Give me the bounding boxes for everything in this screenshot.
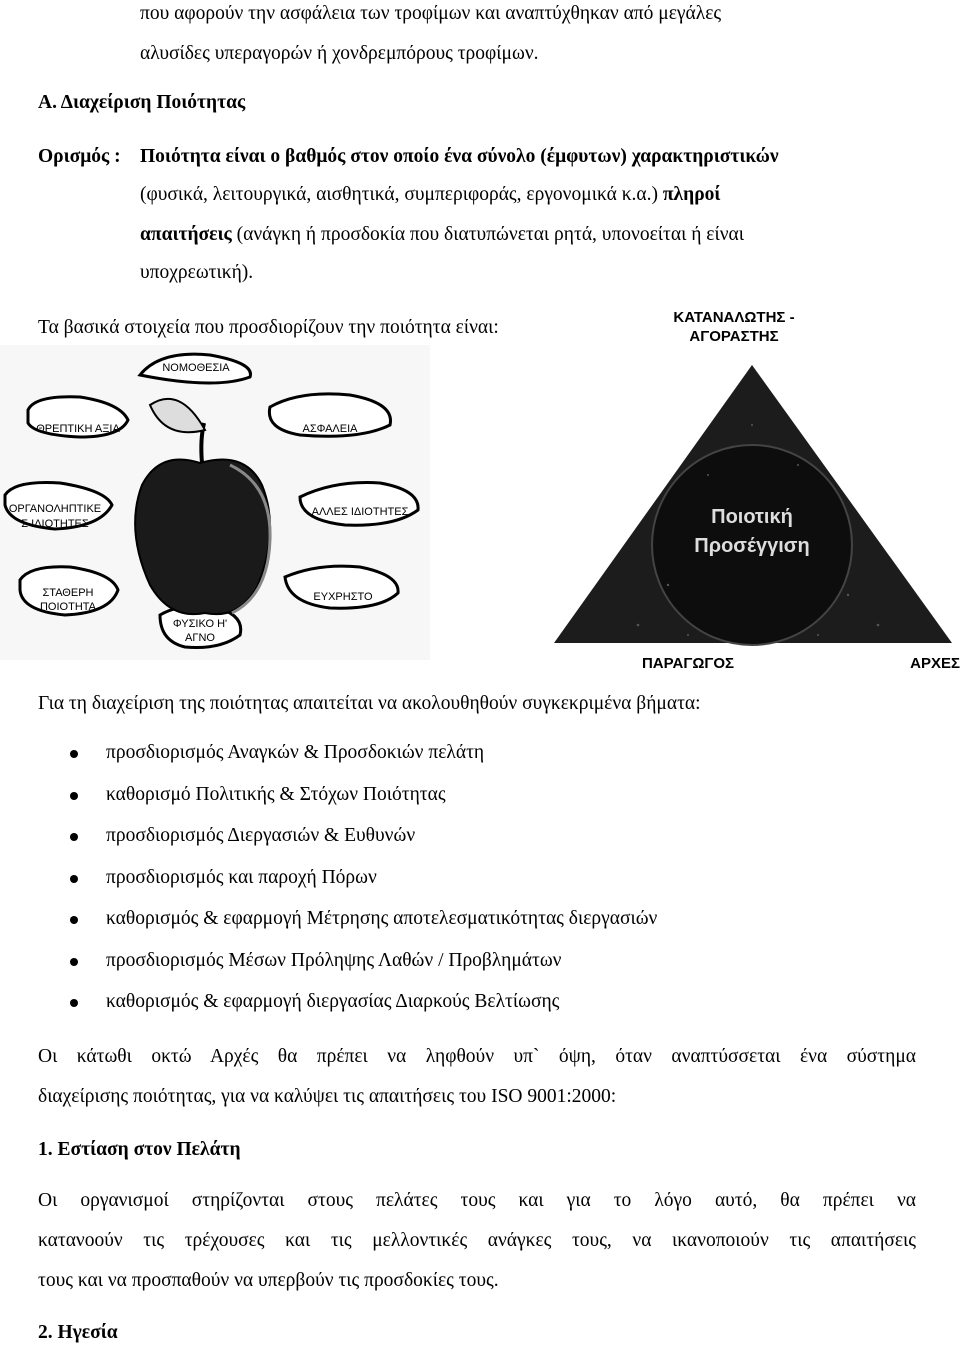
label-eyxristo: ΕΥΧΡΗΣΤΟ <box>313 591 373 603</box>
step-text: καθορισμό Πολιτικής & Στόχων Ποιότητας <box>106 783 446 805</box>
section-1-line-2: κατανοούν τις τρέχουσες και τις μελλοντικές ανάγκες τους, να ικανοποιούν τις απαιτήσεις <box>38 1230 916 1251</box>
definition-label: Ορισμός : <box>38 146 121 167</box>
step-text: προσδιορισμός και παροχή Πόρων <box>106 866 377 888</box>
definition-line-2 <box>140 183 720 207</box>
label-alles-idiotites: ΑΛΛΕΣ ΙΔΙΟΤΗΤΕΣ <box>311 506 409 518</box>
step-text: καθορισμός & εφαρμογή διεργασίας Διαρκούς Βελτίωσης <box>106 991 560 1012</box>
steps-intro: Για τη διαχείριση της ποιότητας απαιτείται να ακολουθηθούν συγκεκριμένα βήματα: <box>38 693 701 714</box>
label-statheri-1: ΣΤΑΘΕΡΗ <box>42 587 94 599</box>
apple-quality-figure <box>0 345 430 660</box>
step-text: καθορισμός & εφαρμογή Μέτρησης αποτελεσματικότητας διεργασιών <box>106 908 658 929</box>
consumer-label <box>634 308 834 346</box>
definition-line-4: υποχρεωτική). <box>140 262 254 283</box>
label-fysiko-1: ΦΥΣΙΚΟ Η' <box>172 618 228 630</box>
intro-line-2: αλυσίδες υπεραγορών ή χονδρεμπόρους τροφίμων. <box>140 43 539 64</box>
elements-intro: Τα βασικά στοιχεία που προσδιορίζουν την ποιότητα είναι: <box>38 317 499 338</box>
definition-line-3-normal: (ανάγκη ή προσδοκία που διατυπώνεται ρητά, υπονοείται ή είναι <box>236 224 744 245</box>
definition-line-3 <box>140 223 744 247</box>
principles-line-1: Οι κάτωθι οκτώ Αρχές θα πρέπει να ληφθούν υπ` όψη, όταν αναπτύσσεται ένα σύστημα <box>38 1046 916 1067</box>
intro-line-1: που αφορούν την ασφάλεια των τροφίμων και αναπτύχθηκαν από μεγάλες <box>140 3 722 24</box>
definition-line-3-bold: απαιτήσεις <box>140 224 232 245</box>
step-text: προσδιορισμός Διεργασιών & Ευθυνών <box>106 825 416 846</box>
section-1-line-3: τους και να προσπαθούν να υπερβούν τις προσδοκίες τους. <box>38 1270 499 1291</box>
bullet-icon <box>70 833 78 841</box>
center-line-1: Ποιοτική <box>711 506 793 528</box>
label-asfaleia: ΑΣΦΑΛΕΙΑ <box>302 423 358 435</box>
bullet-icon <box>70 792 78 800</box>
label-fysiko-2: ΑΓΝΟ <box>185 632 215 644</box>
center-line-2: Προσέγγιση <box>694 535 810 557</box>
label-nomothesia: ΝΟΜΟΘΕΣΙΑ <box>162 362 230 374</box>
bullet-icon <box>70 750 78 758</box>
section-1-line-1: Οι οργανισμοί στηρίζονται στους πελάτες τους και για το λόγο αυτό, θα πρέπει να <box>38 1190 916 1211</box>
label-statheri-2: ΠΟΙΟΤΗΤΑ <box>39 601 97 613</box>
producer-label: ΠΑΡΑΓΩΓΟΣ <box>641 655 735 672</box>
consumer-label-line-2: ΑΓΟΡΑΣΤΗΣ <box>689 328 779 345</box>
section-2-heading: 2. Ηγεσία <box>38 1322 118 1343</box>
apple-shape <box>135 459 270 614</box>
label-organoliptikes-1: ΟΡΓΑΝΟΛΗΠΤΙΚΕ <box>8 503 102 515</box>
step-text: προσδιορισμός Μέσων Πρόληψης Λαθών / Προβλημάτων <box>106 949 562 971</box>
bullet-icon <box>70 999 78 1007</box>
principles-line-2: διαχείρισης ποιότητας, για να καλύψει τις απαιτήσεις του ISO 9001:2000: <box>38 1086 617 1107</box>
leaf-shape-alles <box>300 483 418 526</box>
definition-line-2-normal: (φυσικά, λειτουργικά, αισθητικά, συμπεριφοράς, εργονομικά κ.α.) <box>140 184 658 205</box>
bullet-icon <box>70 958 78 966</box>
bullet-icon <box>70 916 78 924</box>
quality-triangle-figure <box>548 355 960 659</box>
definition-line-1: Ποιότητα είναι ο βαθμός στον οποίο ένα σύνολο (έμφυτων) χαρακτηριστικών <box>140 146 779 167</box>
label-organoliptikes-2: Σ ΙΔΙΟΤΗΤΕΣ <box>21 518 89 530</box>
step-text: προσδιορισμός Αναγκών & Προσδοκιών πελάτη <box>106 742 485 763</box>
bullet-icon <box>70 875 78 883</box>
definition-line-2-bold: πληροί <box>662 184 721 205</box>
section-1-heading: 1. Εστίαση στον Πελάτη <box>38 1139 241 1160</box>
section-a-heading: Α. Διαχείριση Ποιότητας <box>38 92 246 113</box>
consumer-label-line-1: ΚΑΤΑΝΑΛΩΤΗΣ - <box>673 309 795 326</box>
label-threptiki-axia: ΘΡΕΠΤΙΚΗ ΑΞΙΑ <box>36 423 120 435</box>
principles-label: ΑΡΧΕΣ <box>910 655 960 672</box>
